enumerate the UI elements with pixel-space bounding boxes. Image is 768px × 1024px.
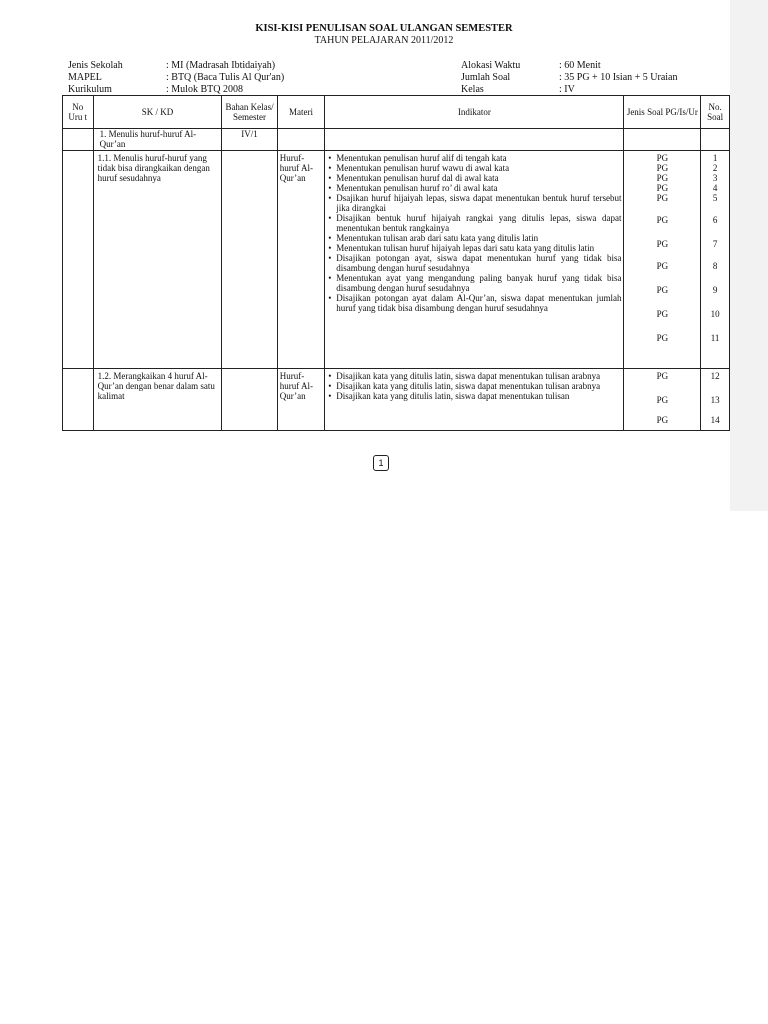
list-item: • Menentukan tulisan arab dari satu kata yang ditulis latin [327, 233, 621, 243]
cell-bahan: IV/1 [222, 129, 277, 151]
nosoal-value: 8 [712, 261, 718, 271]
meta-value: : MI (Madrasah Ibtidaiyah) [166, 60, 276, 71]
col-header-indikator: Indikator [325, 96, 624, 129]
list-item: • Disajikan kata yang ditulis latin, siswa dapat menentukan tulisan arabnya [327, 371, 621, 381]
jenis-value: PG [656, 395, 669, 405]
cell-bahan [222, 369, 277, 431]
document-subtitle: TAHUN PELAJARAN 2011/2012 [314, 35, 454, 46]
col-header-sk-kd: SK / KD [93, 96, 222, 129]
meta-value: : BTQ (Baca Tulis Al Qur'an) [166, 72, 285, 83]
meta-label: Kelas [461, 84, 484, 95]
cell-bahan [222, 151, 277, 369]
jenis-value: PG [656, 153, 669, 163]
cell-indikator [325, 129, 624, 151]
jenis-value: PG [656, 193, 669, 203]
list-item: • Disajikan potongan ayat, siswa dapat menentukan huruf yang tidak bisa disambung dengan huruf sesudahnya [327, 253, 621, 273]
meta-value: : 60 Menit [559, 60, 601, 71]
cell-kd: 1.2. Merangkaikan 4 huruf Al-Qur’an dengan benar dalam satu kalimat [93, 369, 222, 431]
cell-no [63, 129, 94, 151]
meta-label: Kurikulum [68, 84, 112, 95]
meta-label: MAPEL [68, 72, 102, 83]
cell-jenis [624, 129, 701, 151]
nosoal-value: 9 [712, 285, 718, 295]
blank-area [0, 511, 768, 1024]
meta-row [68, 72, 428, 84]
list-item: • Menentukan penulisan huruf wawu di awal kata [327, 163, 621, 173]
nosoal-value: 10 [710, 309, 720, 319]
cell-materi: Huruf-huruf Al-Qur’an [277, 151, 324, 369]
nosoal-value: 5 [712, 193, 718, 203]
cell-jenis [624, 151, 701, 369]
list-item: • Disajikan kata yang ditulis latin, siswa dapat menentukan tulisan [327, 391, 621, 401]
jenis-value: PG [656, 285, 669, 295]
meta-row [68, 60, 428, 72]
meta-left [68, 60, 428, 96]
table-row-kd1 [63, 151, 730, 369]
list-item: • Disajikan kata yang ditulis latin, siswa dapat menentukan tulisan arabnya [327, 381, 621, 391]
meta-label: Alokasi Waktu [461, 60, 521, 71]
cell-kd: 1.1. Menulis huruf-huruf yang tidak bisa dirangkaikan dengan huruf sesudahnya [93, 151, 222, 369]
cell-no [63, 151, 94, 369]
document-title: KISI-KISI PENULISAN SOAL ULANGAN SEMESTER [255, 23, 513, 34]
nosoal-value: 3 [712, 173, 718, 183]
cell-sk: 1. Menulis huruf-huruf Al-Qur’an [93, 129, 222, 151]
nosoal-value: 11 [710, 333, 720, 343]
document-page [0, 0, 730, 511]
meta-value: : IV [559, 84, 575, 95]
meta-label: Jenis Sekolah [68, 60, 123, 71]
meta-row [461, 72, 721, 84]
meta-value: : Mulok BTQ 2008 [166, 84, 243, 95]
nosoal-value: 7 [712, 239, 718, 249]
indicator-list [327, 153, 621, 313]
list-item: • Menentukan penulisan huruf dal di awal kata [327, 173, 621, 183]
nosoal-value: 12 [710, 371, 720, 381]
jenis-value: PG [656, 261, 669, 271]
col-header-no-soal: No. Soal [701, 96, 730, 129]
cell-jenis [624, 369, 701, 431]
cell-indikator [325, 151, 624, 369]
nosoal-value: 6 [712, 215, 718, 225]
cell-nosoal [701, 151, 730, 369]
list-item: • Disajikan potongan ayat dalam Al-Qur’an, siswa dapat menentukan jumlah huruf yang tidak bisa disambung dengan huruf sesudahnya [327, 293, 621, 313]
col-header-bahan: Bahan Kelas/ Semester [222, 96, 277, 129]
jenis-value: PG [656, 215, 669, 225]
meta-right [461, 60, 721, 96]
col-header-jenis-soal: Jenis Soal PG/Is/Ur [624, 96, 701, 129]
nosoal-value: 14 [710, 415, 720, 425]
jenis-value: PG [656, 333, 669, 343]
nosoal-value: 13 [710, 395, 720, 405]
list-item: • Dsajikan huruf hijaiyah lepas, siswa dapat menentukan bentuk huruf tersebut jika dirangkai [327, 193, 621, 213]
page-number: 1 [373, 455, 389, 471]
list-item: • Disajikan bentuk huruf hijaiyah rangkai yang ditulis lepas, siswa dapat menentukan bentuk rangkainya [327, 213, 621, 233]
list-item: • Menentukan ayat yang mengandung paling banyak huruf yang tidak bisa disambung dengan huruf sesudahnya [327, 273, 621, 293]
jenis-value: PG [656, 239, 669, 249]
jenis-value: PG [656, 173, 669, 183]
cell-indikator [325, 369, 624, 431]
nosoal-value: 2 [712, 163, 718, 173]
jenis-value: PG [656, 371, 669, 381]
cell-nosoal [701, 369, 730, 431]
viewer-margin [730, 0, 768, 511]
kisi-kisi-table [62, 95, 730, 431]
col-header-materi: Materi [277, 96, 324, 129]
col-header-no: No Uru t [63, 96, 94, 129]
list-item: • Menentukan penulisan huruf ro’ di awal kata [327, 183, 621, 193]
meta-row [461, 60, 721, 72]
table-header-row [63, 96, 730, 129]
jenis-value: PG [656, 309, 669, 319]
list-item: • Menentukan tulisan huruf hijaiyah lepas dari satu kata yang ditulis latin [327, 243, 621, 253]
jenis-value: PG [656, 415, 669, 425]
table-row-kd2 [63, 369, 730, 431]
cell-no [63, 369, 94, 431]
meta-label: Jumlah Soal [461, 72, 511, 83]
cell-materi [277, 129, 324, 151]
nosoal-value: 1 [712, 153, 718, 163]
nosoal-value: 4 [712, 183, 718, 193]
meta-value: : 35 PG + 10 Isian + 5 Uraian [559, 72, 678, 83]
cell-nosoal [701, 129, 730, 151]
indicator-list [327, 371, 621, 401]
jenis-value: PG [656, 163, 669, 173]
table-row-sk [63, 129, 730, 151]
cell-materi: Huruf-huruf Al-Qur’an [277, 369, 324, 431]
list-item: • Menentukan penulisan huruf alif di tengah kata [327, 153, 621, 163]
jenis-value: PG [656, 183, 669, 193]
